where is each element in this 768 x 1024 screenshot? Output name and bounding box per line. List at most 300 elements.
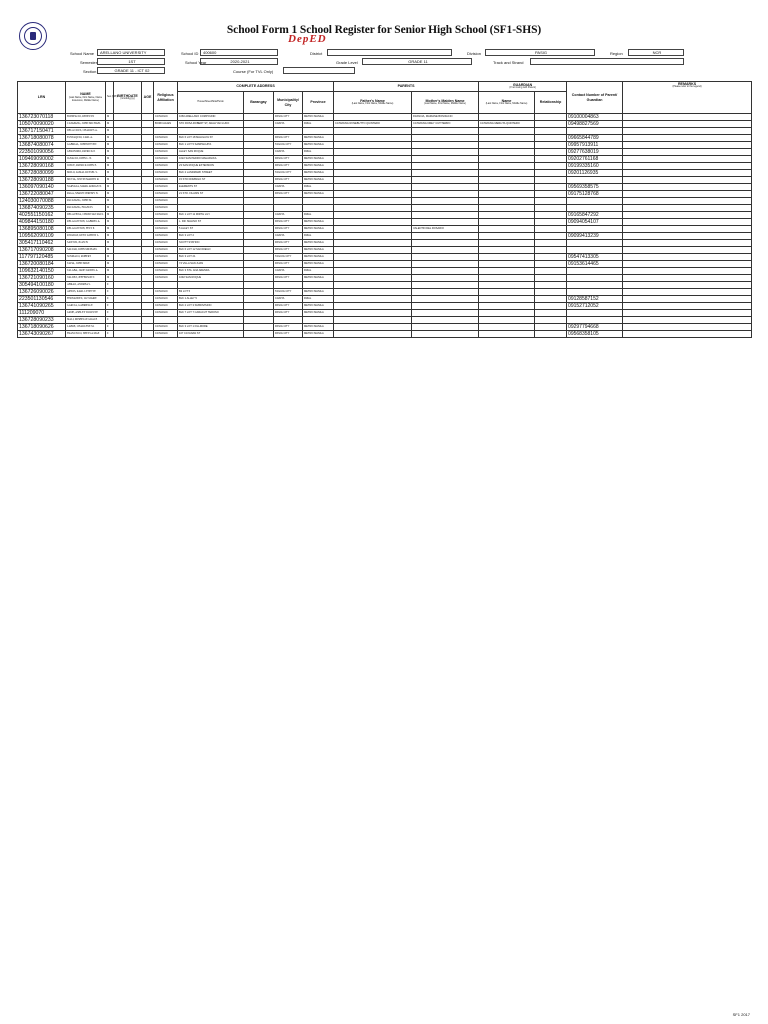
- student-remarks[interactable]: [623, 282, 752, 289]
- student-contact-number[interactable]: 09498827569: [567, 121, 623, 128]
- track-field[interactable]: [530, 58, 684, 65]
- student-lrn[interactable]: 136874080074: [18, 142, 66, 149]
- student-birthdate[interactable]: [114, 317, 142, 324]
- student-religion[interactable]: CATHOLIC: [154, 226, 178, 233]
- student-contact-number[interactable]: 09297794668: [567, 324, 623, 331]
- student-age[interactable]: [142, 226, 154, 233]
- student-guardian-relationship[interactable]: [535, 170, 567, 177]
- student-barangay[interactable]: [244, 177, 274, 184]
- student-province[interactable]: RIZAL: [303, 184, 334, 191]
- student-father-name[interactable]: [334, 191, 412, 198]
- student-religion[interactable]: CATHOLIC: [154, 219, 178, 226]
- student-remarks[interactable]: [623, 324, 752, 331]
- student-guardian-relationship[interactable]: [535, 114, 567, 121]
- student-municipality[interactable]: CAINTA: [274, 268, 303, 275]
- student-mother-name[interactable]: [412, 156, 479, 163]
- student-guardian-name[interactable]: [479, 219, 535, 226]
- student-religion[interactable]: [154, 282, 178, 289]
- student-guardian-name[interactable]: [479, 324, 535, 331]
- student-name[interactable]: IGNACIO, JOHN L. N.: [66, 156, 106, 163]
- student-name[interactable]: PACATANG, FRANCIS: [66, 205, 106, 212]
- student-father-name[interactable]: [334, 303, 412, 310]
- student-guardian-name[interactable]: [479, 268, 535, 275]
- student-age[interactable]: [142, 275, 154, 282]
- student-name[interactable]: PAGA, SHAWN JEREMY N.: [66, 191, 106, 198]
- student-name[interactable]: SANTOS, JUAN H.: [66, 240, 106, 247]
- student-house-street[interactable]: ALLEY SAN ROQUE: [178, 149, 244, 156]
- student-name[interactable]: GRIJE, ASHLEY DOLEUTE: [66, 310, 106, 317]
- student-guardian-name[interactable]: [479, 254, 535, 261]
- student-municipality[interactable]: [274, 128, 303, 135]
- school-year-field[interactable]: 2020-2021: [200, 58, 278, 65]
- student-mother-name[interactable]: [412, 289, 479, 296]
- student-mother-name[interactable]: FRANCIA, MARIANE BONIFACIO: [412, 114, 479, 121]
- student-province[interactable]: METRO MANILA: [303, 142, 334, 149]
- student-name[interactable]: DELA PENA, CHRISTIAN PAUL: [66, 212, 106, 219]
- student-father-name[interactable]: [334, 282, 412, 289]
- student-age[interactable]: [142, 247, 154, 254]
- student-sex[interactable]: M: [106, 135, 114, 142]
- student-barangay[interactable]: [244, 149, 274, 156]
- student-age[interactable]: [142, 163, 154, 170]
- student-house-street[interactable]: 1060 ARELLANO COMPOUND: [178, 114, 244, 121]
- student-sex[interactable]: F: [106, 282, 114, 289]
- student-guardian-relationship[interactable]: [535, 121, 567, 128]
- student-age[interactable]: [142, 170, 154, 177]
- student-father-name[interactable]: [334, 128, 412, 135]
- student-remarks[interactable]: [623, 289, 752, 296]
- student-religion[interactable]: CATHOLIC: [154, 240, 178, 247]
- student-guardian-name[interactable]: [479, 289, 535, 296]
- student-remarks[interactable]: [623, 240, 752, 247]
- student-birthdate[interactable]: [114, 205, 142, 212]
- student-contact-number[interactable]: [567, 247, 623, 254]
- student-contact-number[interactable]: 09202761168: [567, 156, 623, 163]
- student-municipality[interactable]: PASIG CITY: [274, 219, 303, 226]
- student-name[interactable]: DELA CRUZ, CHARLES A.: [66, 128, 106, 135]
- student-lrn[interactable]: 136728090233: [18, 317, 66, 324]
- student-guardian-name[interactable]: [479, 198, 535, 205]
- student-municipality[interactable]: PASIG CITY: [274, 114, 303, 121]
- student-guardian-relationship[interactable]: [535, 135, 567, 142]
- student-lrn[interactable]: 109469090002: [18, 156, 66, 163]
- student-mother-name[interactable]: VALENTIN DEL ROSARIO: [412, 226, 479, 233]
- student-father-name[interactable]: [334, 289, 412, 296]
- student-sex[interactable]: M: [106, 275, 114, 282]
- student-mother-name[interactable]: [412, 219, 479, 226]
- student-guardian-relationship[interactable]: [535, 282, 567, 289]
- student-barangay[interactable]: [244, 254, 274, 261]
- student-contact-number[interactable]: [567, 282, 623, 289]
- student-name[interactable]: MOLO, AURAL RUSSEL S.: [66, 170, 106, 177]
- student-guardian-relationship[interactable]: [535, 219, 567, 226]
- student-religion[interactable]: CATHOLIC: [154, 163, 178, 170]
- student-mother-name[interactable]: [412, 212, 479, 219]
- student-barangay[interactable]: [244, 142, 274, 149]
- student-remarks[interactable]: [623, 296, 752, 303]
- student-birthdate[interactable]: [114, 275, 142, 282]
- student-municipality[interactable]: CAINTA: [274, 149, 303, 156]
- student-contact-number[interactable]: [567, 310, 623, 317]
- student-sex[interactable]: M: [106, 254, 114, 261]
- student-province[interactable]: METRO MANILA: [303, 170, 334, 177]
- student-sex[interactable]: M: [106, 177, 114, 184]
- student-sex[interactable]: M: [106, 212, 114, 219]
- student-mother-name[interactable]: [412, 261, 479, 268]
- student-religion[interactable]: CATHOLIC: [154, 156, 178, 163]
- student-barangay[interactable]: [244, 275, 274, 282]
- student-remarks[interactable]: [623, 219, 752, 226]
- student-father-name[interactable]: [334, 156, 412, 163]
- student-age[interactable]: [142, 177, 154, 184]
- student-guardian-name[interactable]: [479, 170, 535, 177]
- student-municipality[interactable]: PASIG CITY: [274, 240, 303, 247]
- student-sex[interactable]: M: [106, 156, 114, 163]
- student-contact-number[interactable]: [567, 177, 623, 184]
- student-mother-name[interactable]: [412, 247, 479, 254]
- student-province[interactable]: RIZAL: [303, 296, 334, 303]
- student-guardian-relationship[interactable]: [535, 331, 567, 338]
- student-guardian-relationship[interactable]: [535, 191, 567, 198]
- student-mother-name[interactable]: [412, 310, 479, 317]
- student-birthdate[interactable]: [114, 296, 142, 303]
- student-age[interactable]: [142, 254, 154, 261]
- student-house-street[interactable]: B2 LOT 5: [178, 289, 244, 296]
- student-lrn[interactable]: 136726090026: [18, 289, 66, 296]
- student-remarks[interactable]: [623, 275, 752, 282]
- student-birthdate[interactable]: [114, 121, 142, 128]
- student-guardian-name[interactable]: [479, 331, 535, 338]
- student-lrn[interactable]: 136721090160: [18, 275, 66, 282]
- student-father-name[interactable]: [334, 226, 412, 233]
- student-religion[interactable]: CATHOLIC: [154, 191, 178, 198]
- student-religion[interactable]: CATHOLIC: [154, 247, 178, 254]
- student-municipality[interactable]: [274, 317, 303, 324]
- student-house-street[interactable]: BLK 7 LOT 7 CARACUT TEROSO: [178, 310, 244, 317]
- student-guardian-name[interactable]: [479, 114, 535, 121]
- student-sex[interactable]: M: [106, 128, 114, 135]
- student-lrn[interactable]: 105070090020: [18, 121, 66, 128]
- student-religion[interactable]: CATHOLIC: [154, 275, 178, 282]
- student-municipality[interactable]: PASIG CITY: [274, 275, 303, 282]
- student-contact-number[interactable]: [567, 198, 623, 205]
- student-age[interactable]: [142, 240, 154, 247]
- student-guardian-name[interactable]: [479, 156, 535, 163]
- student-lrn[interactable]: 136097090140: [18, 184, 66, 191]
- student-barangay[interactable]: [244, 331, 274, 338]
- student-barangay[interactable]: [244, 324, 274, 331]
- student-father-name[interactable]: [334, 233, 412, 240]
- student-name[interactable]: RELAGUNTON, GABRIEL A.: [66, 219, 106, 226]
- student-birthdate[interactable]: [114, 170, 142, 177]
- student-birthdate[interactable]: [114, 268, 142, 275]
- student-sex[interactable]: M: [106, 142, 114, 149]
- student-age[interactable]: [142, 184, 154, 191]
- student-barangay[interactable]: [244, 247, 274, 254]
- student-lrn[interactable]: 136723070118: [18, 114, 66, 121]
- student-guardian-relationship[interactable]: [535, 233, 567, 240]
- student-contact-number[interactable]: 09175128768: [567, 191, 623, 198]
- student-religion[interactable]: CATHOLIC: [154, 170, 178, 177]
- student-municipality[interactable]: PASIG CITY: [274, 156, 303, 163]
- student-contact-number[interactable]: 09099413239: [567, 233, 623, 240]
- student-contact-number[interactable]: 09665844789: [567, 135, 623, 142]
- student-birthdate[interactable]: [114, 261, 142, 268]
- student-mother-name[interactable]: [412, 275, 479, 282]
- student-birthdate[interactable]: [114, 282, 142, 289]
- student-name[interactable]: GARCIA, GABRIELLE: [66, 303, 106, 310]
- student-age[interactable]: [142, 219, 154, 226]
- student-birthdate[interactable]: [114, 114, 142, 121]
- student-religion[interactable]: CATHOLIC: [154, 205, 178, 212]
- student-guardian-name[interactable]: [479, 310, 535, 317]
- student-municipality[interactable]: PASIG CITY: [274, 226, 303, 233]
- student-house-street[interactable]: 1022 SAN PEDRO MAHARLIKA: [178, 156, 244, 163]
- student-age[interactable]: [142, 261, 154, 268]
- student-house-street[interactable]: [178, 317, 244, 324]
- student-lrn[interactable]: 136728090188: [18, 177, 66, 184]
- student-barangay[interactable]: [244, 303, 274, 310]
- student-remarks[interactable]: [623, 261, 752, 268]
- student-father-name[interactable]: [334, 261, 412, 268]
- student-guardian-name[interactable]: [479, 296, 535, 303]
- student-contact-number[interactable]: [567, 128, 623, 135]
- student-name[interactable]: MUTIA, JUSTIN MARTIN R.: [66, 177, 106, 184]
- student-municipality[interactable]: PASIG CITY: [274, 331, 303, 338]
- student-province[interactable]: METRO MANILA: [303, 289, 334, 296]
- course-field[interactable]: [283, 67, 355, 74]
- student-sex[interactable]: M: [106, 247, 114, 254]
- student-province[interactable]: RIZAL: [303, 121, 334, 128]
- student-lrn[interactable]: 117797120485: [18, 254, 66, 261]
- student-birthdate[interactable]: [114, 212, 142, 219]
- student-birthdate[interactable]: [114, 142, 142, 149]
- student-age[interactable]: [142, 128, 154, 135]
- student-remarks[interactable]: [623, 212, 752, 219]
- student-sex[interactable]: F: [106, 303, 114, 310]
- student-province[interactable]: METRO MANILA: [303, 191, 334, 198]
- student-sex[interactable]: F: [106, 317, 114, 324]
- student-house-street[interactable]: [178, 282, 244, 289]
- student-province[interactable]: METRO MANILA: [303, 135, 334, 142]
- student-sex[interactable]: M: [106, 184, 114, 191]
- student-barangay[interactable]: [244, 156, 274, 163]
- student-religion[interactable]: CATHOLIC: [154, 135, 178, 142]
- student-lrn[interactable]: 402551150162: [18, 212, 66, 219]
- student-name[interactable]: BONIFACIO, RENELYN: [66, 114, 106, 121]
- student-house-street[interactable]: 107 CAYANAN ST: [178, 331, 244, 338]
- student-father-name[interactable]: [334, 149, 412, 156]
- student-guardian-name[interactable]: [479, 128, 535, 135]
- student-guardian-relationship[interactable]: [535, 128, 567, 135]
- student-municipality[interactable]: PASIG CITY: [274, 163, 303, 170]
- student-birthdate[interactable]: [114, 240, 142, 247]
- student-mother-name[interactable]: [412, 303, 479, 310]
- student-age[interactable]: [142, 317, 154, 324]
- student-mother-name[interactable]: [412, 170, 479, 177]
- student-sex[interactable]: M: [106, 149, 114, 156]
- student-barangay[interactable]: [244, 121, 274, 128]
- student-barangay[interactable]: [244, 289, 274, 296]
- student-father-name[interactable]: [334, 268, 412, 275]
- student-barangay[interactable]: [244, 184, 274, 191]
- student-house-street[interactable]: BLK 2 LANDMARK STREET: [178, 170, 244, 177]
- student-guardian-relationship[interactable]: [535, 324, 567, 331]
- student-mother-name[interactable]: [412, 135, 479, 142]
- student-guardian-relationship[interactable]: [535, 289, 567, 296]
- student-house-street[interactable]: 5 ALLEY ST: [178, 226, 244, 233]
- student-name[interactable]: LABRE, CHARLENE M.: [66, 324, 106, 331]
- student-father-name[interactable]: [334, 296, 412, 303]
- school-name-field[interactable]: ARELLANO UNIVERSITY: [97, 49, 165, 56]
- student-name[interactable]: NARVASA, MARK ADRIAN N.: [66, 184, 106, 191]
- student-barangay[interactable]: [244, 170, 274, 177]
- student-barangay[interactable]: [244, 135, 274, 142]
- student-birthdate[interactable]: [114, 289, 142, 296]
- student-province[interactable]: METRO MANILA: [303, 324, 334, 331]
- student-birthdate[interactable]: [114, 226, 142, 233]
- student-religion[interactable]: CATHOLIC: [154, 149, 178, 156]
- student-house-street[interactable]: BLK 2 LOT 3 SUBDIVISION: [178, 303, 244, 310]
- student-remarks[interactable]: [623, 268, 752, 275]
- student-age[interactable]: [142, 135, 154, 142]
- student-guardian-relationship[interactable]: [535, 303, 567, 310]
- student-contact-number[interactable]: 09094054107: [567, 219, 623, 226]
- student-contact-number[interactable]: [567, 240, 623, 247]
- student-barangay[interactable]: [244, 226, 274, 233]
- student-lrn[interactable]: 111209070: [18, 310, 66, 317]
- student-remarks[interactable]: [623, 310, 752, 317]
- student-mother-name[interactable]: [412, 233, 479, 240]
- student-religion[interactable]: CATHOLIC: [154, 233, 178, 240]
- student-contact-number[interactable]: 09547413305: [567, 254, 623, 261]
- student-municipality[interactable]: PASIG CITY: [274, 177, 303, 184]
- student-age[interactable]: [142, 282, 154, 289]
- student-sex[interactable]: M: [106, 114, 114, 121]
- student-age[interactable]: [142, 289, 154, 296]
- student-religion[interactable]: CATHOLIC: [154, 296, 178, 303]
- student-age[interactable]: [142, 121, 154, 128]
- student-house-street[interactable]: 1092 SAN ROQUE: [178, 275, 244, 282]
- student-mother-name[interactable]: [412, 282, 479, 289]
- student-barangay[interactable]: [244, 198, 274, 205]
- student-birthdate[interactable]: [114, 149, 142, 156]
- student-religion[interactable]: CATHOLIC: [154, 184, 178, 191]
- student-sex[interactable]: M: [106, 233, 114, 240]
- student-birthdate[interactable]: [114, 177, 142, 184]
- student-religion[interactable]: CATHOLIC: [154, 198, 178, 205]
- grade-level-field[interactable]: GRADE 11: [362, 58, 472, 65]
- student-sex[interactable]: F: [106, 289, 114, 296]
- student-barangay[interactable]: [244, 282, 274, 289]
- student-religion[interactable]: CATHOLIC: [154, 254, 178, 261]
- student-lrn[interactable]: 109562090109: [18, 233, 66, 240]
- student-mother-name[interactable]: [412, 240, 479, 247]
- student-mother-name[interactable]: [412, 198, 479, 205]
- student-contact-number[interactable]: 09165847292: [567, 212, 623, 219]
- student-house-street[interactable]: 15 STO DOMINGO ST: [178, 177, 244, 184]
- student-guardian-name[interactable]: [479, 212, 535, 219]
- student-house-street[interactable]: BLK 6 LOT 12 SAN DIEGO: [178, 247, 244, 254]
- student-contact-number[interactable]: 09277638019: [567, 149, 623, 156]
- student-guardian-name[interactable]: [479, 233, 535, 240]
- student-guardian-relationship[interactable]: [535, 212, 567, 219]
- student-name[interactable]: TAPIA, JOHN MIKE: [66, 261, 106, 268]
- student-guardian-name[interactable]: [479, 163, 535, 170]
- student-barangay[interactable]: [244, 240, 274, 247]
- student-remarks[interactable]: [623, 170, 752, 177]
- student-house-street[interactable]: 23 SAN ROQUE EXTENSION: [178, 163, 244, 170]
- student-guardian-name[interactable]: [479, 226, 535, 233]
- student-contact-number[interactable]: [567, 275, 623, 282]
- student-guardian-name[interactable]: [479, 240, 535, 247]
- student-province[interactable]: METRO MANILA: [303, 219, 334, 226]
- student-barangay[interactable]: [244, 114, 274, 121]
- student-municipality[interactable]: PASIG CITY: [274, 247, 303, 254]
- student-father-name[interactable]: [334, 135, 412, 142]
- student-remarks[interactable]: [623, 156, 752, 163]
- student-remarks[interactable]: [623, 331, 752, 338]
- student-barangay[interactable]: [244, 233, 274, 240]
- student-sex[interactable]: M: [106, 163, 114, 170]
- student-lrn[interactable]: 409844150180: [18, 219, 66, 226]
- student-guardian-name[interactable]: [479, 149, 535, 156]
- student-remarks[interactable]: [623, 163, 752, 170]
- student-sex[interactable]: F: [106, 331, 114, 338]
- student-lrn[interactable]: 136728090168: [18, 163, 66, 170]
- student-house-street[interactable]: BLK 6 LOT 18 MALIGAYA ST: [178, 135, 244, 142]
- student-province[interactable]: METRO MANILA: [303, 240, 334, 247]
- student-guardian-relationship[interactable]: [535, 296, 567, 303]
- student-guardian-name[interactable]: [479, 303, 535, 310]
- student-father-name[interactable]: [334, 163, 412, 170]
- student-name[interactable]: ABRAO, ANDREA S.: [66, 282, 106, 289]
- student-lrn[interactable]: 136720080184: [18, 261, 66, 268]
- student-birthdate[interactable]: [114, 310, 142, 317]
- student-contact-number[interactable]: 09153614465: [567, 261, 623, 268]
- student-birthdate[interactable]: [114, 135, 142, 142]
- student-guardian-name[interactable]: [479, 317, 535, 324]
- student-guardian-name[interactable]: [479, 191, 535, 198]
- student-province[interactable]: METRO MANILA: [303, 275, 334, 282]
- student-birthdate[interactable]: [114, 191, 142, 198]
- student-contact-number[interactable]: 09201126935: [567, 170, 623, 177]
- student-father-name[interactable]: [334, 177, 412, 184]
- student-father-name[interactable]: [334, 184, 412, 191]
- student-father-name[interactable]: [334, 142, 412, 149]
- student-father-name[interactable]: [334, 198, 412, 205]
- student-province[interactable]: [303, 205, 334, 212]
- student-religion[interactable]: [154, 317, 178, 324]
- student-remarks[interactable]: [623, 114, 752, 121]
- student-guardian-name[interactable]: [479, 282, 535, 289]
- student-province[interactable]: [303, 128, 334, 135]
- student-birthdate[interactable]: [114, 219, 142, 226]
- student-house-street[interactable]: STO ROSA ROBERT ST, ANALIYAN LUDO: [178, 121, 244, 128]
- student-birthdate[interactable]: [114, 184, 142, 191]
- student-guardian-relationship[interactable]: [535, 254, 567, 261]
- student-religion[interactable]: CATHOLIC: [154, 261, 178, 268]
- student-sex[interactable]: M: [106, 219, 114, 226]
- student-father-name[interactable]: [334, 275, 412, 282]
- student-mother-name[interactable]: [412, 142, 479, 149]
- student-lrn[interactable]: 124030070088: [18, 198, 66, 205]
- student-name[interactable]: JOSUE, PATRICK JOHN E.: [66, 163, 106, 170]
- student-remarks[interactable]: [623, 317, 752, 324]
- student-guardian-name[interactable]: [479, 135, 535, 142]
- student-mother-name[interactable]: [412, 331, 479, 338]
- student-municipality[interactable]: PASIG CITY: [274, 191, 303, 198]
